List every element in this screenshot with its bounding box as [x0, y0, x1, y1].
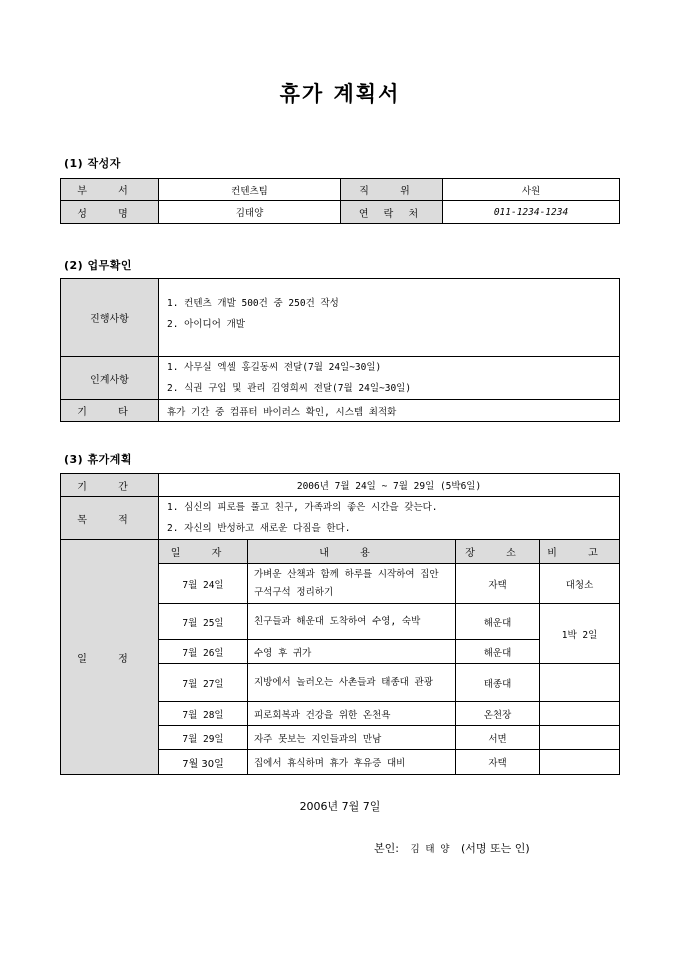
- row-note: [540, 726, 620, 750]
- row-place: 서면: [456, 726, 540, 750]
- handover-cell: [159, 357, 620, 400]
- signature-suffix: (서명 또는 인): [460, 842, 530, 855]
- row-date: 7월 26일: [159, 640, 248, 664]
- section-vacation-heading: (3) 휴가계획: [64, 453, 133, 466]
- row-content: 지방에서 놀러오는 사촌들과 태종대 관광: [248, 664, 456, 702]
- progress-cell: [159, 279, 620, 357]
- row-date: 7월 28일: [159, 702, 248, 726]
- contact-label: 연 락 처: [341, 201, 443, 224]
- purpose-line: 1. 심신의 피로를 풀고 친구, 가족과의 좋은 시간을 갖는다.: [167, 502, 438, 513]
- row-note: [540, 750, 620, 775]
- row-place: 자택: [456, 564, 540, 604]
- row-date: 7월 29일: [159, 726, 248, 750]
- purpose-line: 2. 자신의 반성하고 새로운 다짐을 한다.: [167, 523, 351, 534]
- section-writer-heading: (1) 작성자: [64, 157, 121, 170]
- period-value: 2006년 7월 24일 ~ 7월 29일 (5박6일): [159, 474, 620, 497]
- row-content: 집에서 휴식하며 휴가 후유증 대비: [248, 750, 456, 775]
- period-label: 기 간: [61, 474, 159, 497]
- row-place: 자택: [456, 750, 540, 775]
- header-place: 장 소: [456, 540, 540, 564]
- contact-value: 011-1234-1234: [443, 201, 620, 224]
- document-title: 휴가 계획서: [279, 82, 401, 106]
- row-date: 7월 30일: [159, 750, 248, 775]
- row-date: 7월 24일: [159, 564, 248, 604]
- row-note: [540, 702, 620, 726]
- row-content: 자주 못보는 지인들과의 만남: [248, 726, 456, 750]
- row-content: 가벼운 산책과 함께 하루를 시작하여 집안 구석구석 정리하기: [248, 564, 456, 604]
- handover-line: 2. 식권 구입 및 관리 김영희씨 전달(7월 24일~30일): [167, 383, 412, 394]
- position-value: 사원: [443, 179, 620, 201]
- progress-label: 진행사항: [61, 279, 159, 357]
- row-date: 7월 27일: [159, 664, 248, 702]
- signature-label: 본인:: [374, 842, 399, 855]
- row-place: 온천장: [456, 702, 540, 726]
- dept-value: 컨텐츠팀: [159, 179, 341, 201]
- signature-line: [374, 840, 530, 856]
- other-label: 기 타: [61, 400, 159, 422]
- row-note: [540, 664, 620, 702]
- position-label: 직 위: [341, 179, 443, 201]
- progress-line: 1. 컨텐츠 개발 500건 중 250건 작성: [167, 298, 339, 309]
- signature-name: 김 태 양: [410, 844, 450, 855]
- row-place: 해운대: [456, 640, 540, 664]
- progress-line: 2. 아이디어 개발: [167, 319, 245, 330]
- purpose-cell: [159, 497, 620, 540]
- header-content: 내 용: [248, 540, 456, 564]
- row-date: 7월 25일: [159, 604, 248, 640]
- purpose-label: 목 적: [61, 497, 159, 540]
- row-content: 수영 후 귀가: [248, 640, 456, 664]
- row-note: 대청소: [540, 564, 620, 604]
- writer-table: [60, 178, 620, 224]
- name-value: 김태양: [159, 201, 341, 224]
- dept-label: 부 서: [61, 179, 159, 201]
- document-date: 2006년 7월 7일: [299, 800, 381, 813]
- vacation-table: [60, 473, 620, 775]
- row-content: 친구들과 해운대 도착하여 수영, 숙박: [248, 604, 456, 640]
- row-place: 태종대: [456, 664, 540, 702]
- other-value: 휴가 기간 중 컴퓨터 바이러스 확인, 시스템 최적화: [159, 400, 620, 422]
- section-work-heading: (2) 업무확인: [64, 259, 133, 272]
- row-note: 1박 2일: [540, 604, 620, 664]
- schedule-label: 일 정: [61, 540, 159, 775]
- name-label: 성 명: [61, 201, 159, 224]
- row-place: 해운대: [456, 604, 540, 640]
- handover-label: 인계사항: [61, 357, 159, 400]
- header-date: 일 자: [159, 540, 248, 564]
- header-note: 비 고: [540, 540, 620, 564]
- work-table: [60, 278, 620, 422]
- row-content: 피로회복과 건강을 위한 온천욕: [248, 702, 456, 726]
- handover-line: 1. 사무실 엑셀 홍길동씨 전달(7월 24일~30일): [167, 362, 382, 373]
